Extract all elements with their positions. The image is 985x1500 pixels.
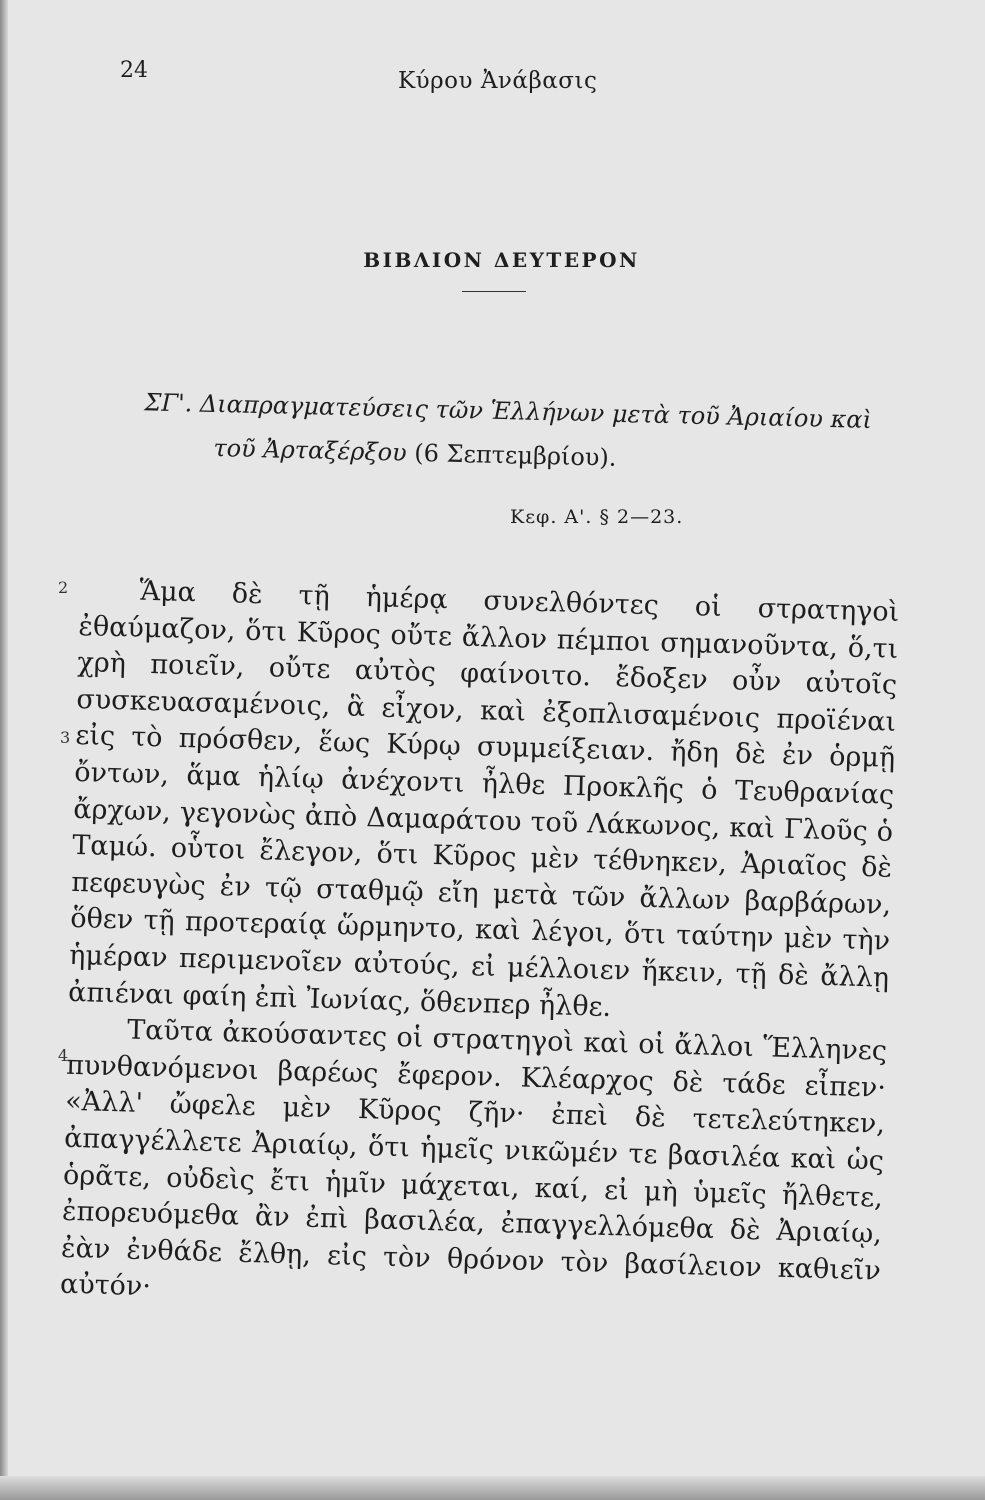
title-divider: [462, 291, 526, 292]
chapter-reference: Κεφ. Α'. § 2—23.: [510, 506, 684, 528]
section-number: ΣΓ'.: [144, 388, 193, 418]
running-title: Κύρου Ἀνάβασις: [398, 68, 598, 94]
section-heading: [144, 382, 895, 487]
margin-number: 4: [58, 1046, 69, 1065]
page-number: 24: [120, 58, 148, 83]
book-title: ΒΙΒΛΙΟΝ ΔΕΥΤΕΡΟΝ: [363, 248, 640, 272]
paragraph-text: Ἅμα δὲ τῇ ἡμέρᾳ συνελθόντες οἱ στρατηγοὶ ἐθαύμαζον, ὅτι Κῦρος οὔτε ἄλλον πέμποι σημανοῦντα, ὅ,τι χρὴ ποιεῖν, οὔτε αὐτὸς φαίνοιτο. ἔδοξεν οὖν αὐτοῖς συσκευασαμένοις, ἃ εἶχον, καὶ ἐξοπλισαμένοις προϊέναι εἰς τὸ πρόσθεν, ἕως Κύρῳ συμμείξειαν. ἤδη δὲ ἐν ὁρμῇ ὄντων, ἅμα ἡλίῳ ἀνέχοντι ἦλθε Προκλῆς ὁ Τευθρανίας ἄρχων, γεγονὼς ἀπὸ Δαμαράτου τοῦ Λάκωνος, καὶ Γλοῦς ὁ Ταμώ. οὗτοι ἔλεγον, ὅτι Κῦρος μὲν τέθνηκεν, Ἀριαῖος δὲ πεφευγὼς ἐν τῷ σταθμῷ εἴη μετὰ τῶν ἄλλων βαρβάρων, ὅθεν τῇ προτεραίᾳ ὥρμηντο, καὶ λέγοι, ὅτι ταύτην μὲν τὴν ἡμέραν περιμενοῖεν αὐτούς, εἰ μέλλοιεν ἥκειν, τῇ δὲ ἄλλῃ ἀπιέναι φαίη ἐπὶ Ἰωνίας, ὅθενπερ ἦλθε.: [67, 575, 900, 1023]
section-date: (6 Σεπτεμβρίου).: [413, 438, 617, 472]
paragraph: [60, 1011, 888, 1327]
margin-number: 3: [60, 728, 71, 747]
paragraph-text: Ταῦτα ἀκούσαντες οἱ στρατηγοὶ καὶ οἱ ἄλλοι Ἕλληνες πυνθανόμενοι βαρέως ἔφερον. Κλέαρχος δὲ τάδε εἶπεν· «Ἀλλ' ὤφελε μὲν Κῦρος ζῆν· ἐπεὶ δὲ τετελεύτηκεν, ἀπαγγέλλετε Ἀριαίῳ, ὅτι ἡμεῖς νικῶμέν τε βασιλέα καὶ ὡς ὁρᾶτε, οὐδεὶς ἔτι ἡμῖν μάχεται, καί, εἰ μὴ ὑμεῖς ἤλθετε, ἐπορευόμεθα ἂν ἐπὶ βασιλέα, ἐπαγγελλόμεθα δὲ Ἀριαίῳ, ἐὰν ἐνθάδε ἔλθῃ, εἰς τὸν θρόνον τὸν βασίλειον καθιεῖν αὐτόν·: [59, 1014, 888, 1303]
margin-number: 2: [58, 578, 69, 597]
section-title: Διαπραγματεύσεις τῶν Ἑλλήνων μετὰ τοῦ Ἀριαίου καὶ τοῦ Ἀρταξέρξου: [199, 389, 873, 467]
page-bottom-shadow: [0, 1476, 985, 1500]
paragraph: [68, 572, 900, 1034]
body-text: [60, 572, 900, 1326]
page-gutter-shadow: [0, 0, 8, 1500]
